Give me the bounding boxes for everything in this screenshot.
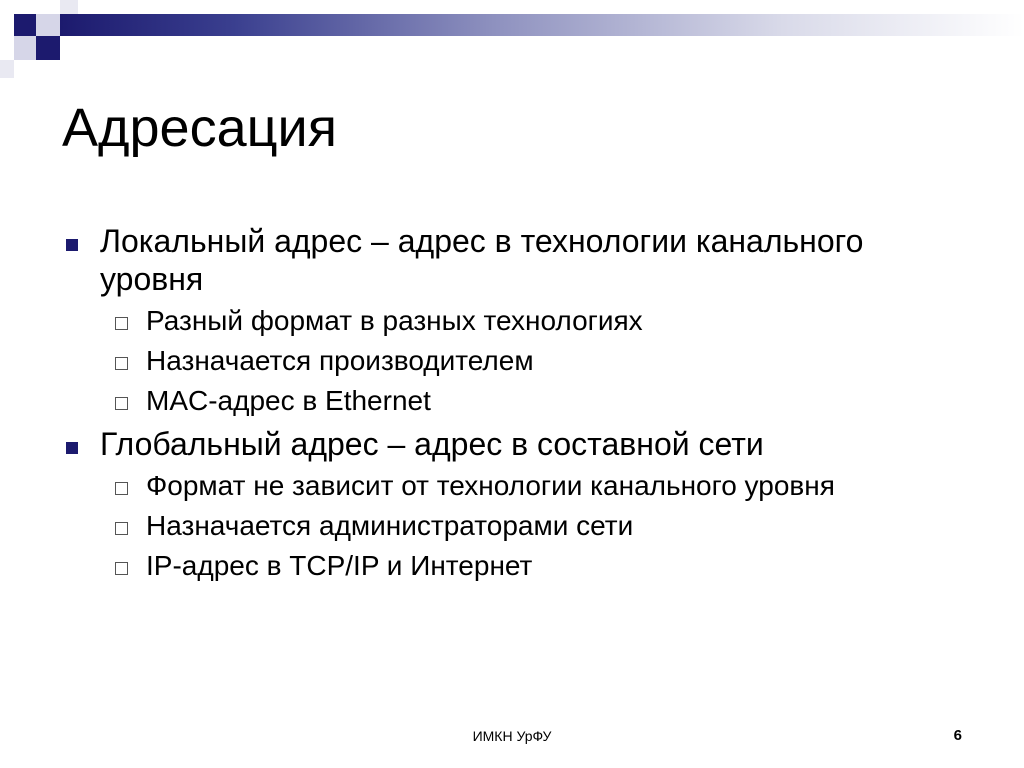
decor-square <box>60 0 78 14</box>
sub-bullet-item <box>62 384 962 417</box>
hollow-square-icon <box>115 397 128 410</box>
slide-title: Адресация <box>62 98 337 158</box>
header-gradient-bar <box>60 14 1024 36</box>
page-number: 6 <box>953 727 962 744</box>
sub-bullet-text: Формат не зависит от технологии канального уровня <box>146 470 835 501</box>
bullet-text: Глобальный адрес – адрес в составной сети <box>100 426 764 462</box>
sub-bullet-item <box>62 469 886 502</box>
sub-bullet-list <box>62 304 962 417</box>
hollow-square-icon <box>115 482 128 495</box>
sub-bullet-item <box>62 509 962 542</box>
sub-bullet-item <box>62 304 962 337</box>
sub-bullet-item <box>62 549 962 582</box>
sub-bullet-item <box>62 344 962 377</box>
slide-footer: ИМКН УрФУ <box>472 728 552 744</box>
sub-bullet-text: Разный формат в разных технологиях <box>146 305 643 336</box>
bullet-text: Локальный адрес – адрес в технологии канального уровня <box>100 223 864 297</box>
decor-square <box>14 36 36 60</box>
bullet-item <box>62 425 962 463</box>
hollow-square-icon <box>115 522 128 535</box>
hollow-square-icon <box>115 317 128 330</box>
slide-content <box>62 222 962 590</box>
filled-square-icon <box>66 442 78 454</box>
sub-bullet-text: IP-адрес в TCP/IP и Интернет <box>146 550 533 581</box>
sub-bullet-text: MAC-адрес в Ethernet <box>146 385 431 416</box>
filled-square-icon <box>66 239 78 251</box>
hollow-square-icon <box>115 357 128 370</box>
hollow-square-icon <box>115 562 128 575</box>
decor-square <box>0 60 14 78</box>
decor-square <box>14 14 36 36</box>
decor-square <box>36 36 60 60</box>
bullet-item <box>62 222 962 298</box>
decor-square <box>36 14 60 36</box>
sub-bullet-text: Назначается производителем <box>146 345 534 376</box>
sub-bullet-text: Назначается администраторами сети <box>146 510 634 541</box>
sub-bullet-list <box>62 469 962 582</box>
